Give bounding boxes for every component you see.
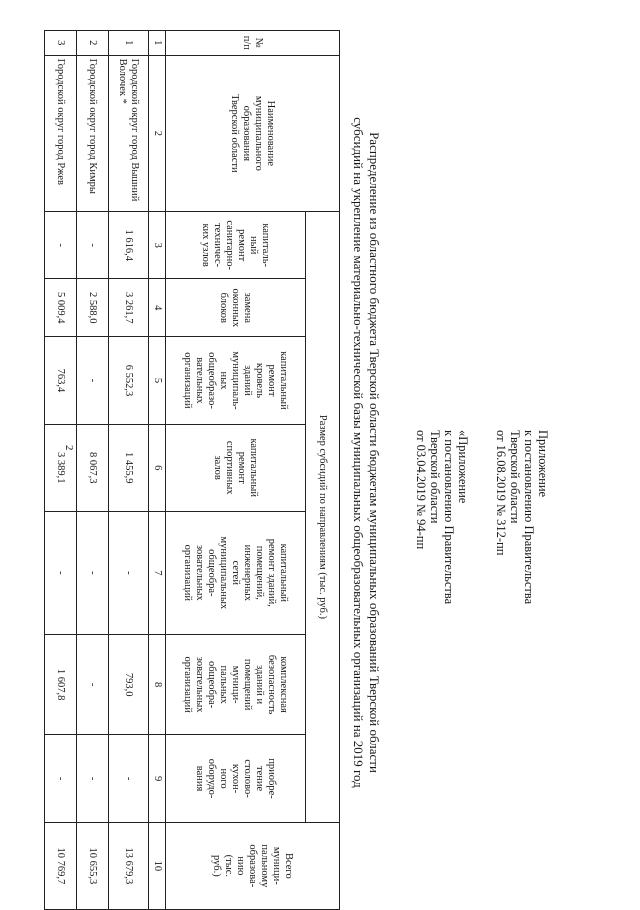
header-direction: замена оконных блоков bbox=[166, 279, 306, 337]
row-value: 1 616,4 bbox=[109, 212, 149, 279]
header-municipality: Наименование муниципального образования Тверской области bbox=[166, 55, 340, 212]
row-value: - bbox=[77, 511, 109, 634]
header-direction: капиталь- ный ремонт санитарно- техничес- ких узлов bbox=[166, 212, 306, 279]
document-title bbox=[350, 0, 382, 905]
row-value: - bbox=[45, 735, 77, 822]
column-index: 3 bbox=[149, 212, 166, 279]
column-index: 4 bbox=[149, 279, 166, 337]
table-row bbox=[77, 31, 109, 910]
column-index: 10 bbox=[149, 822, 166, 909]
header-total: Всего муници- пальному образова- нию (тыс. руб.) bbox=[166, 822, 340, 909]
row-value: - bbox=[109, 511, 149, 634]
appendix-current bbox=[494, 430, 550, 604]
header-direction: капитальный ремонт зданий, помещений, инженерных сетей муниципальных общеобра- зовательных организаций bbox=[166, 511, 306, 634]
appendix-line: к постановлению Правительства bbox=[522, 430, 536, 605]
column-index: 2 bbox=[149, 55, 166, 212]
row-value: - bbox=[45, 212, 77, 279]
row-value: 3 261,7 bbox=[109, 279, 149, 337]
header-directions-group: Размер субсидий по направлениям (тыс. руб.) bbox=[306, 212, 340, 823]
header-direction: капитальный ремонт спортивных залов bbox=[166, 424, 306, 511]
column-index: 9 bbox=[149, 735, 166, 822]
header-direction: приобре- тение столовo- кухон- ного оборудо- вания bbox=[166, 735, 306, 822]
table-row bbox=[45, 31, 77, 910]
row-total: 13 679,3 bbox=[109, 822, 149, 909]
row-municipality: Городской округ город Кимры bbox=[77, 55, 109, 212]
column-index: 7 bbox=[149, 511, 166, 634]
row-value: 5 009,4 bbox=[45, 279, 77, 337]
subsidy-table bbox=[44, 30, 340, 910]
appendix-line: Приложение bbox=[536, 430, 550, 498]
row-value: 8 067,3 bbox=[77, 424, 109, 511]
row-value: - bbox=[77, 212, 109, 279]
title-line: Распределение из областного бюджета Тверской области бюджетам муниципальных образований Тверской области bbox=[367, 132, 382, 773]
header-number: № п/п bbox=[166, 31, 340, 56]
row-municipality: Городской округ город Ржев bbox=[45, 55, 77, 212]
row-value: 1 455,9 bbox=[109, 424, 149, 511]
row-municipality: Городской округ город Вышний Волочек * bbox=[109, 55, 149, 212]
appendix-line: от 03.04.2019 № 94-пп bbox=[414, 430, 428, 550]
row-value: - bbox=[45, 511, 77, 634]
row-number: 2 bbox=[77, 31, 109, 56]
row-total: 10 655,3 bbox=[77, 822, 109, 909]
appendix-line: «Приложение bbox=[456, 430, 470, 504]
column-index: 6 bbox=[149, 424, 166, 511]
title-line: субсидий на укрепление материально-технической базы муниципальных общеобразовательных организаций на 2019 год bbox=[351, 117, 366, 788]
row-total: 10 769,7 bbox=[45, 822, 77, 909]
row-value: - bbox=[77, 337, 109, 424]
appendix-previous bbox=[414, 430, 470, 604]
page-number: 2 bbox=[63, 445, 75, 451]
row-value: - bbox=[109, 735, 149, 822]
appendix-line: к постановлению Правительства bbox=[442, 430, 456, 605]
appendix-line: Тверской области bbox=[428, 430, 442, 524]
column-index: 5 bbox=[149, 337, 166, 424]
row-value: 763,4 bbox=[45, 337, 77, 424]
table-row bbox=[109, 31, 149, 910]
row-number: 1 bbox=[109, 31, 149, 56]
column-index: 1 bbox=[149, 31, 166, 56]
row-value: 3 389,1 bbox=[45, 424, 77, 511]
column-index: 8 bbox=[149, 634, 166, 735]
row-value: 6 552,3 bbox=[109, 337, 149, 424]
row-number: 3 bbox=[45, 31, 77, 56]
row-value: 793,0 bbox=[109, 634, 149, 735]
appendix-line: Тверской области bbox=[508, 430, 522, 524]
row-value: 2 588,0 bbox=[77, 279, 109, 337]
appendix-line: от 16.08.2019 № 312-пп bbox=[494, 430, 508, 556]
row-value: 1 607,8 bbox=[45, 634, 77, 735]
row-value: - bbox=[77, 735, 109, 822]
header-direction: капитальный ремонт кровель зданий муниципаль- ных общеобразо- вательных организаций bbox=[166, 337, 306, 424]
header-direction: комплексная безопасность зданий и помещений муници- пальных общеобра- зовательных организаций bbox=[166, 634, 306, 735]
row-value: - bbox=[77, 634, 109, 735]
